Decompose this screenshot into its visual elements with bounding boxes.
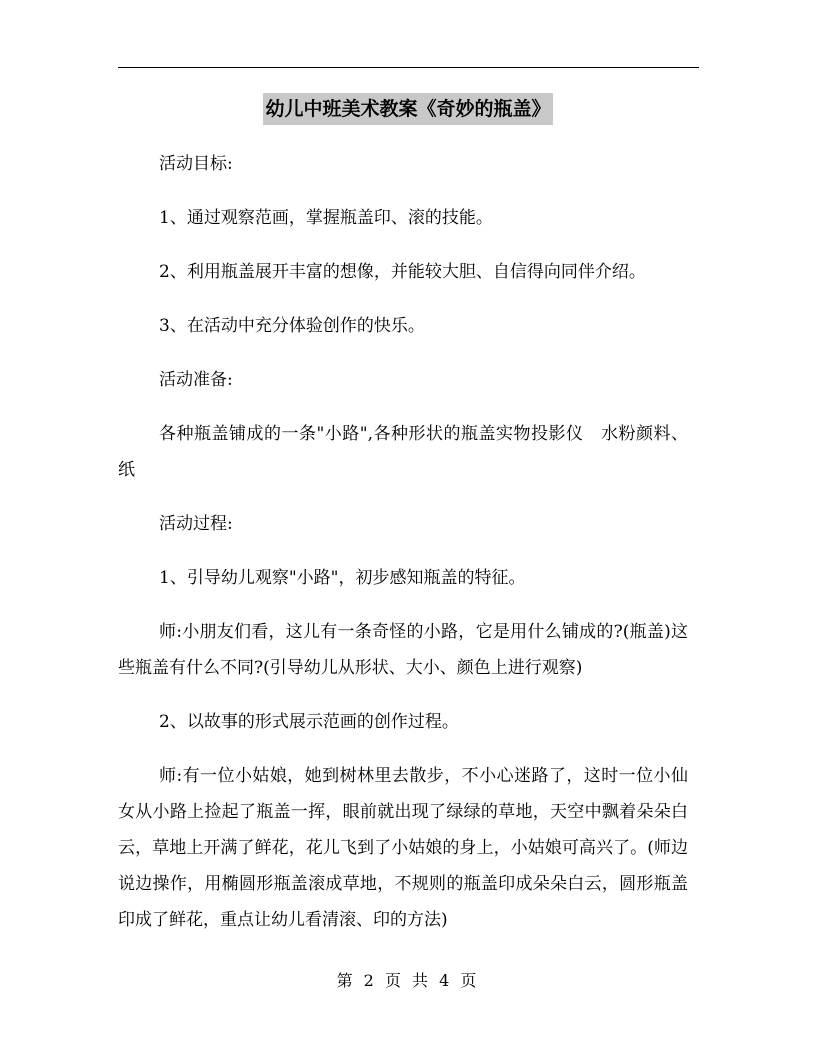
document-body xyxy=(118,146,688,956)
page-title: 幼儿中班美术教案《奇妙的瓶盖》 xyxy=(263,93,552,125)
paragraph-objectives-heading: 活动目标: xyxy=(159,154,233,174)
page-footer: 第 2 页 共 4 页 xyxy=(336,971,480,990)
paragraph-teacher-dialogue-1: 师:小朋友们看，这儿有一条奇怪的小路，它是用什么铺成的?(瓶盖)这些瓶盖有什么不同?(引导幼儿从形状、大小、颜色上进行观察) xyxy=(118,622,688,678)
paragraph-objective-2: 2、利用瓶盖展开丰富的想像，并能较大胆、自信得向同伴介绍。 xyxy=(159,262,646,282)
paragraph-process-step-1: 1、引导幼儿观察"小路"，初步感知瓶盖的特征。 xyxy=(159,568,526,588)
paragraph-teacher-dialogue-2: 师:有一位小姑娘，她到树林里去散步，不小心迷路了，这时一位小仙女从小路上捡起了瓶盖一挥，眼前就出现了绿绿的草地，天空中飘着朵朵白云，草地上开满了鲜花，花儿飞到了小姑娘的身上，小姑娘可高兴了。(师边说边操作，用椭圆形瓶盖滚成草地，不规则的瓶盖印成朵朵白云，圆形瓶盖印成了鲜花，重点让幼儿看清滚、印的方法) xyxy=(118,766,688,930)
header-rule xyxy=(118,67,699,68)
paragraph-process-step-2: 2、以故事的形式展示范画的创作过程。 xyxy=(159,712,459,732)
paragraph-process-heading: 活动过程: xyxy=(159,514,233,534)
paragraph-preparation-heading: 活动准备: xyxy=(159,370,233,390)
paragraph-preparation: 各种瓶盖铺成的一条"小路",各种形状的瓶盖实物投影仪 水粉颜料、纸 xyxy=(118,424,688,480)
paragraph-objective-3: 3、在活动中充分体验创作的快乐。 xyxy=(159,316,425,336)
title-wrap xyxy=(0,93,816,125)
paragraph-objective-1: 1、通过观察范画，掌握瓶盖印、滚的技能。 xyxy=(159,208,493,228)
